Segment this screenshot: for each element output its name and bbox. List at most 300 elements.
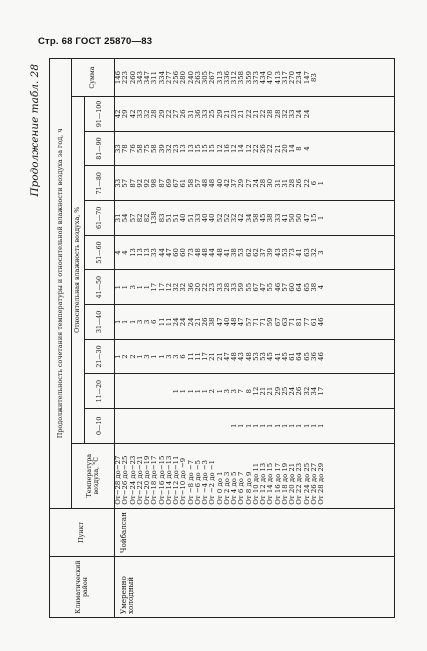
hours-value: 55 xyxy=(266,282,275,292)
hours-value: 69 xyxy=(164,178,173,188)
hours-value: 64 xyxy=(295,352,304,361)
sum-value: 277 xyxy=(164,70,173,85)
hours-value: 63 xyxy=(280,317,289,327)
hours-value: 15 xyxy=(201,144,209,153)
hours-value: 17 xyxy=(317,386,325,396)
hours-value: 62 xyxy=(244,248,253,257)
hours-value: 3 xyxy=(222,388,231,394)
hours-value: 47 xyxy=(237,317,246,327)
hours-value: 38 xyxy=(230,248,238,257)
hours-value: 34 xyxy=(244,213,253,223)
temperature-column xyxy=(115,443,395,508)
hours-value xyxy=(130,410,137,442)
hours-value: 54 xyxy=(121,213,130,223)
hours-value: 28 xyxy=(222,282,231,292)
sum-value: 336 xyxy=(222,70,231,85)
hours-value: 47 xyxy=(164,248,173,257)
hours-value: 42 xyxy=(114,109,122,119)
hours-value: 24 xyxy=(251,178,260,188)
sum-value: 358 xyxy=(237,70,246,85)
hours-value: 22 xyxy=(302,178,311,188)
hours-value: 40 xyxy=(222,317,231,327)
hours-value: 21 xyxy=(237,109,246,119)
bin-header: 51—60 xyxy=(85,235,115,270)
hours-value: 45 xyxy=(266,352,275,361)
hours-value: 50 xyxy=(288,213,296,223)
hours-value: 28 xyxy=(266,109,275,119)
hours-value: 48 xyxy=(215,248,224,257)
hours-value: 41 xyxy=(222,248,231,257)
hours-value: 13 xyxy=(143,248,151,257)
hours-value: 1 xyxy=(114,319,122,325)
hours-value: 2 xyxy=(121,354,130,359)
rotated-table-region xyxy=(27,58,399,618)
bin-header: 0—10 xyxy=(85,408,115,443)
hours-value: 57 xyxy=(193,178,202,188)
sum-value: 347 xyxy=(143,70,151,85)
sum-value: 270 xyxy=(288,70,296,85)
humidity-temperature-table xyxy=(49,58,395,618)
hours-value: 13 xyxy=(128,248,137,257)
hours-value: 28 xyxy=(273,109,282,119)
hours-value: 87 xyxy=(157,178,166,188)
hours-value: 44 xyxy=(208,248,217,257)
hours-value: 57 xyxy=(244,317,253,327)
hours-value: 29 xyxy=(237,178,246,188)
sum-value: 305 xyxy=(201,70,209,85)
hours-value: 71 xyxy=(251,317,260,327)
hours-value: 1 xyxy=(179,388,188,394)
hours-value: 33 xyxy=(150,248,159,257)
hours-value: 1 xyxy=(128,319,137,325)
hours-value: 73 xyxy=(186,248,195,257)
hours-value: 51 xyxy=(164,213,173,223)
bin-column xyxy=(115,97,395,132)
hours-value: 37 xyxy=(259,248,267,257)
hours-value: 27 xyxy=(244,178,253,188)
hours-value: 1 xyxy=(266,423,275,429)
hours-value: 92 xyxy=(143,178,151,188)
hours-value: 3 xyxy=(172,354,180,359)
hours-value: 51 xyxy=(186,213,195,223)
hours-value: 29 xyxy=(157,109,166,119)
hours-value: 48 xyxy=(193,248,202,257)
point-cell: Чойбалсан xyxy=(115,508,395,556)
hours-value: 58 xyxy=(251,213,260,223)
hours-value xyxy=(159,375,166,407)
hours-value: 55 xyxy=(244,282,253,292)
sum-column xyxy=(115,59,395,97)
hours-value: 23 xyxy=(230,109,238,119)
hours-value xyxy=(202,410,209,442)
hours-value xyxy=(144,375,151,407)
hours-value: 11 xyxy=(193,352,202,361)
hours-value: 47 xyxy=(215,317,224,327)
sum-header: Сумма xyxy=(72,59,115,97)
hours-value: 21 xyxy=(193,317,202,327)
hours-value: 53 xyxy=(251,352,260,361)
hours-value: 28 xyxy=(288,178,296,188)
hours-value: 32 xyxy=(280,109,289,119)
hours-value: 33 xyxy=(215,282,224,292)
sum-value: 223 xyxy=(121,70,130,85)
hours-value: 4 xyxy=(317,285,325,290)
hours-value: 32 xyxy=(179,282,188,292)
sum-value: 83 xyxy=(309,73,318,82)
hours-value: 40 xyxy=(201,213,209,223)
hours-value: 48 xyxy=(208,178,217,188)
hours-value: 48 xyxy=(244,352,253,361)
hours-value: 12 xyxy=(230,144,238,153)
hours-value: 12 xyxy=(164,282,173,292)
hours-value: 57 xyxy=(128,213,137,223)
hours-value xyxy=(122,375,129,407)
bin-column xyxy=(115,374,395,409)
temperature-range: От 28 до 29 xyxy=(317,462,325,505)
hours-value: 33 xyxy=(201,109,209,119)
sum-value: 317 xyxy=(280,70,289,85)
hours-value: 1 xyxy=(143,285,151,290)
hours-value: 42 xyxy=(237,213,246,223)
hours-value: 43 xyxy=(273,248,282,257)
temperature-range: От 16 до 17 xyxy=(273,462,282,505)
hours-value: 61 xyxy=(309,317,318,327)
hours-value: 38 xyxy=(266,213,275,223)
hours-value: 21 xyxy=(259,386,267,396)
hours-value: 41 xyxy=(273,352,282,361)
hours-value: 33 xyxy=(288,109,296,119)
sum-value: 313 xyxy=(215,70,224,85)
hours-value: 64 xyxy=(295,282,304,292)
hours-value: 24 xyxy=(179,317,188,327)
hours-value: 82 xyxy=(135,213,144,223)
temperature-range: От 14 до 15 xyxy=(266,462,275,505)
hours-value: 61 xyxy=(288,352,296,361)
bin-header: 31—40 xyxy=(85,305,115,340)
hours-value: 58 xyxy=(186,178,195,188)
hours-value: 8 xyxy=(244,388,253,394)
hours-value: 11 xyxy=(157,317,166,327)
hours-value: 78 xyxy=(121,144,130,153)
hours-value: 33 xyxy=(114,178,122,188)
hours-value: 1 xyxy=(309,423,318,429)
hours-value: 65 xyxy=(302,282,311,292)
page-header: Стр. 68 ГОСТ 25870—83 xyxy=(38,36,153,47)
hours-value: 53 xyxy=(237,248,246,257)
hours-value: 1 xyxy=(121,319,130,325)
hours-value: 32 xyxy=(309,248,318,257)
sum-value: 260 xyxy=(128,70,137,85)
hours-value: 53 xyxy=(259,352,267,361)
hours-value: 33 xyxy=(193,213,202,223)
hours-value: 21 xyxy=(251,109,260,119)
sum-value: 334 xyxy=(157,70,166,85)
temperature-range: От−10 до −9 xyxy=(179,457,188,505)
hours-value: 38 xyxy=(208,317,217,327)
hours-value: 22 xyxy=(201,282,209,292)
hours-value: 21 xyxy=(266,386,275,396)
hours-value: 1 xyxy=(251,423,260,429)
hours-value xyxy=(311,98,318,130)
hours-value xyxy=(130,375,137,407)
temperature-range: От 10 до 11 xyxy=(251,462,260,505)
bin-header: 91—100 xyxy=(85,97,115,132)
hours-value: 1 xyxy=(280,423,289,429)
hours-value: 38 xyxy=(309,282,318,292)
hours-value: 58 xyxy=(135,144,144,153)
sum-value: 263 xyxy=(193,70,202,85)
hours-value: 21 xyxy=(215,352,224,361)
hours-value: 32 xyxy=(302,386,311,396)
temperature-range: От−20 до−19 xyxy=(143,455,151,505)
hours-value: 1 xyxy=(259,423,267,429)
hours-value: 24 xyxy=(302,109,311,119)
hours-value: 20 xyxy=(193,282,202,292)
hours-value: 75 xyxy=(143,144,151,153)
hours-value: 4 xyxy=(114,250,122,255)
hours-value: 57 xyxy=(280,282,289,292)
hours-value: 22 xyxy=(259,109,267,119)
hours-value: 31 xyxy=(114,213,122,223)
hours-value xyxy=(318,133,325,165)
hours-value: 37 xyxy=(230,178,238,188)
hours-value: 23 xyxy=(208,282,217,292)
hours-value: 42 xyxy=(128,109,137,119)
bin-column xyxy=(115,131,395,166)
hours-value: 36 xyxy=(309,352,318,361)
continuation-caption: Продолжение табл. 28 xyxy=(29,64,41,197)
sum-value: 373 xyxy=(251,70,260,85)
hours-value: 3 xyxy=(317,250,325,255)
hours-value: 71 xyxy=(259,317,267,327)
hours-value: 36 xyxy=(186,282,195,292)
hours-value: 2 xyxy=(128,354,137,359)
hours-value: 33 xyxy=(135,109,144,119)
hours-value: 52 xyxy=(222,213,231,223)
temperature-range: От−12 до−11 xyxy=(172,455,180,505)
hours-value: 1 xyxy=(121,285,130,290)
temperature-range: От−22 до−21 xyxy=(135,455,144,505)
hours-value xyxy=(180,410,187,442)
hours-value xyxy=(151,375,158,407)
hours-value: 65 xyxy=(302,352,311,361)
hours-value: 4 xyxy=(302,146,311,151)
hours-value: 17 xyxy=(201,352,209,361)
hours-value: 41 xyxy=(280,213,289,223)
sum-value: 240 xyxy=(186,70,195,85)
hours-value: 4 xyxy=(121,250,130,255)
hours-value: 83 xyxy=(157,213,166,223)
hours-value xyxy=(311,133,318,165)
hours-value: 53 xyxy=(280,248,289,257)
hours-value: 22 xyxy=(244,109,253,119)
hours-value: 67 xyxy=(273,317,282,327)
hours-value: 14 xyxy=(288,144,296,153)
hours-value: 47 xyxy=(222,352,231,361)
sum-value: 343 xyxy=(135,70,144,85)
sum-value: 434 xyxy=(259,70,267,85)
hours-value: 76 xyxy=(128,144,137,153)
bin-header: 11—20 xyxy=(85,374,115,409)
hours-value: 63 xyxy=(302,248,311,257)
hours-value: 82 xyxy=(143,213,151,223)
hours-value: 12 xyxy=(244,144,253,153)
temperature-range: От−26 до−25 xyxy=(121,455,130,505)
hours-value: 43 xyxy=(237,352,246,361)
temperature-range: От 20 до 21 xyxy=(288,462,296,505)
hours-value: 1 xyxy=(150,354,159,359)
hours-value: 21 xyxy=(208,352,217,361)
temperature-range: От −8 до −7 xyxy=(186,460,195,505)
hours-value: 1 xyxy=(114,285,122,290)
hours-value: 1 xyxy=(288,423,296,429)
sum-value: 312 xyxy=(230,70,238,85)
hours-value: 59 xyxy=(237,282,246,292)
hours-value xyxy=(144,410,151,442)
bin-column xyxy=(115,235,395,270)
hours-value: 39 xyxy=(266,248,275,257)
hours-value: 1 xyxy=(244,423,253,429)
hours-value: 32 xyxy=(164,144,173,153)
sum-value: 470 xyxy=(266,70,275,85)
hours-value: 1 xyxy=(237,423,246,429)
hours-value xyxy=(318,98,325,130)
hours-value: 1 xyxy=(186,388,195,394)
hours-value: 45 xyxy=(280,352,289,361)
bin-header: 41—50 xyxy=(85,270,115,305)
hours-value: 36 xyxy=(193,109,202,119)
hours-value: 1 xyxy=(302,423,311,429)
sum-value: 147 xyxy=(302,70,311,85)
hours-value: 32 xyxy=(230,213,238,223)
temperature-range: От−14 до−13 xyxy=(164,455,173,505)
hours-value: 29 xyxy=(273,386,282,396)
hours-value: 1 xyxy=(230,423,238,429)
hours-value: 26 xyxy=(259,144,267,153)
hours-value: 40 xyxy=(179,213,188,223)
hours-value: 2 xyxy=(208,388,217,394)
hours-value: 51 xyxy=(172,213,180,223)
bin-header: 61—70 xyxy=(85,201,115,236)
sum-value: 359 xyxy=(244,70,253,85)
hours-value: 31 xyxy=(280,178,289,188)
hours-value: 48 xyxy=(201,178,209,188)
sum-value: 280 xyxy=(179,70,188,85)
hours-value: 15 xyxy=(193,144,202,153)
hours-value: 39 xyxy=(157,144,166,153)
sum-value: 413 xyxy=(273,70,282,85)
hours-value xyxy=(173,410,180,442)
hours-value: 48 xyxy=(201,248,209,257)
hours-value: 40 xyxy=(215,178,224,188)
bin-column xyxy=(115,408,395,443)
sum-value xyxy=(318,60,325,95)
hours-value: 59 xyxy=(266,317,275,327)
hours-value xyxy=(195,410,202,442)
temperature-range: От 6 до 7 xyxy=(237,471,246,505)
hours-value: 81 xyxy=(295,317,304,327)
hours-value: 26 xyxy=(201,317,209,327)
hours-value: 3 xyxy=(143,354,151,359)
hours-value: 138 xyxy=(150,211,159,225)
sum-value: 267 xyxy=(208,70,217,85)
hours-value: 1 xyxy=(317,215,325,221)
hours-value: 41 xyxy=(295,248,304,257)
hours-value: 28 xyxy=(150,109,159,119)
hours-value: 1 xyxy=(193,388,202,394)
temperature-range: От−18 до−17 xyxy=(150,455,159,505)
hours-value: 46 xyxy=(317,317,325,327)
hours-value: 50 xyxy=(295,213,304,223)
bin-column xyxy=(115,166,395,201)
hours-value: 98 xyxy=(150,178,159,188)
hours-value: 40 xyxy=(208,213,217,223)
hours-value: 46 xyxy=(317,352,325,361)
hours-value: 13 xyxy=(135,248,144,257)
hours-value: 3 xyxy=(135,319,144,325)
hours-value: 24 xyxy=(288,386,296,396)
hours-value: 3 xyxy=(143,319,151,325)
zone-header: Климатический район xyxy=(50,557,115,618)
hours-value: 25 xyxy=(208,109,217,119)
hours-value: 52 xyxy=(215,213,224,223)
hours-value: 12 xyxy=(215,144,224,153)
hours-value xyxy=(137,410,144,442)
temperature-range: От 24 до 25 xyxy=(302,462,311,505)
hours-value: 1 xyxy=(273,423,282,429)
hours-value: 14 xyxy=(237,144,246,153)
hours-value: 1 xyxy=(317,423,325,429)
hours-value: 11 xyxy=(164,317,173,327)
hours-value: 1 xyxy=(114,354,122,359)
hours-value: 45 xyxy=(259,213,267,223)
hours-value: 87 xyxy=(128,178,137,188)
hours-value: 11 xyxy=(186,352,195,361)
hours-value: 6 xyxy=(179,354,188,359)
hours-value: 44 xyxy=(157,248,166,257)
hours-value: 16 xyxy=(222,144,231,153)
hours-value xyxy=(115,375,122,407)
hours-value: 24 xyxy=(295,109,304,119)
zone-cell: Умеренно холодный xyxy=(115,557,395,618)
hours-value xyxy=(159,410,166,442)
temperature-range: От 18 до 19 xyxy=(280,462,289,505)
hours-value: 60 xyxy=(179,248,188,257)
table-title: Продолжительность сочетания температуры и относительной влажности воздуха за год, ч xyxy=(50,59,72,509)
hours-value: 1 xyxy=(295,423,304,429)
hours-value: 15 xyxy=(309,213,318,223)
hours-value: 1 xyxy=(135,285,144,290)
temperature-range: От −6 до −5 xyxy=(193,460,202,505)
hours-value: 33 xyxy=(230,282,238,292)
hours-value: 67 xyxy=(251,282,260,292)
hours-value xyxy=(122,410,129,442)
temperature-range: От −2 до −1 xyxy=(208,460,217,505)
hours-value: 6 xyxy=(309,181,318,186)
hours-value: 12 xyxy=(251,386,260,396)
bin-column xyxy=(115,201,395,236)
hours-value: 22 xyxy=(251,144,260,153)
hours-value: 48 xyxy=(230,352,238,361)
hours-value: 26 xyxy=(179,109,188,119)
bin-column xyxy=(115,305,395,340)
hours-value: 61 xyxy=(179,178,188,188)
hours-value: 13 xyxy=(186,144,195,153)
hours-value: 1 xyxy=(135,354,144,359)
sum-value: 256 xyxy=(172,70,180,85)
hours-value: 47 xyxy=(259,282,267,292)
hours-value: 25 xyxy=(280,386,289,396)
